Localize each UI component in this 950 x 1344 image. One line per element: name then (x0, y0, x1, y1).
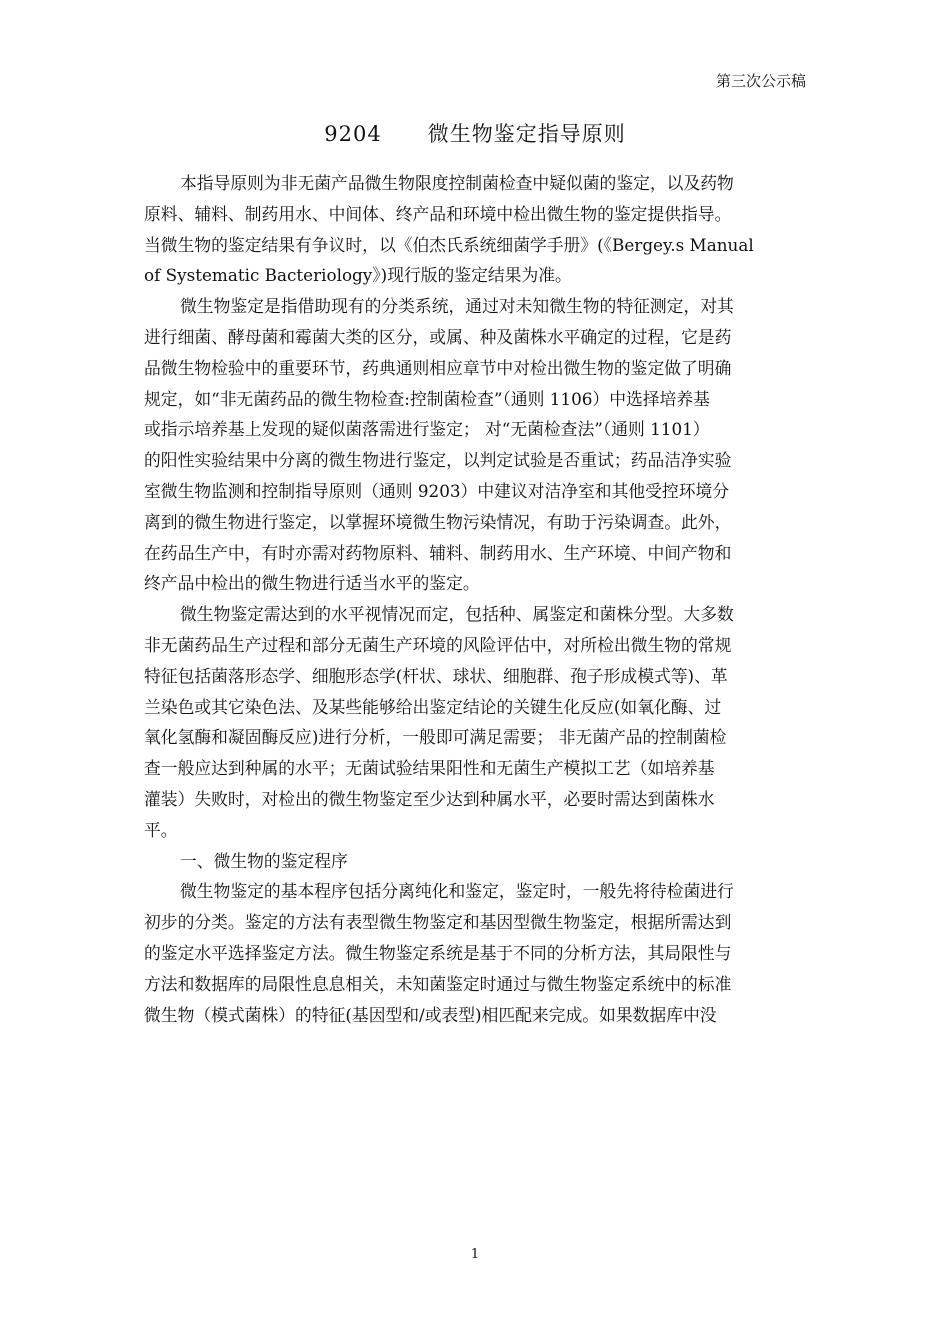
text-line: 微生物（模式菌株）的特征(基因型和/或表型)相匹配来完成。如果数据库中没 (144, 1004, 717, 1025)
text-line: 离到的微生物进行鉴定，以掌握环境微生物污染情况，有助于污染调查。此外， (144, 511, 732, 532)
text-line: 在药品生产中，有时亦需对药物原料、辅料、制药用水、生产环境、中间产物和 (144, 542, 732, 563)
text-line: 灌装）失败时，对检出的微生物鉴定至少达到种属水平，必要时需达到菌株水 (144, 788, 715, 809)
text-line: 规定，如“非无菌药品的微生物检查:控制菌检查”（通则 1106）中选择培养基 (144, 388, 710, 409)
text-line: 本指导原则为非无菌产品微生物限度控制菌检查中疑似菌的鉴定，以及药物 (180, 173, 734, 193)
title-number: 9204 (324, 122, 382, 146)
text-line: 品微生物检验中的重要环节，药典通则相应章节中对检出微生物的鉴定做了明确 (144, 357, 732, 378)
text-line: 氧化氢酶和凝固酶反应)进行分析，一般即可满足需要； 非无菌产品的控制菌检 (144, 727, 727, 748)
text-line: 特征包括菌落形态学、细胞形态学(杆状、球状、细胞群、孢子形成模式等)、革 (144, 665, 728, 686)
text-line: 进行细菌、酵母菌和霉菌大类的区分，或属、种及菌株水平确定的过程，它是药 (144, 326, 732, 347)
text-line: 室微生物监测和控制指导原则（通则 9203）中建议对洁净室和其他受控环境分 (144, 480, 730, 501)
text-line: 原料、辅料、制药用水、中间体、终产品和环境中检出微生物的鉴定提供指导。 (144, 203, 732, 224)
title-text: 微生物鉴定指导原则 (427, 122, 626, 146)
text-line: 终产品中检出的微生物进行适当水平的鉴定。 (144, 573, 480, 594)
text-line: 方法和数据库的局限性息息相关，未知菌鉴定时通过与微生物鉴定系统中的标准 (144, 973, 732, 994)
text-line: 的鉴定水平选择鉴定方法。微生物鉴定系统是基于不同的分析方法，其局限性与 (144, 942, 732, 963)
text-line: 兰染色或其它染色法、及某些能够给出鉴定结论的关键生化反应(如氧化酶、过 (144, 696, 722, 717)
draft-label: 第三次公示稿 (715, 72, 806, 90)
text-line: 微生物鉴定需达到的水平视情况而定，包括种、属鉴定和菌株分型。大多数 (180, 604, 734, 625)
page-title (0, 118, 950, 148)
text-line: 平。 (144, 819, 178, 840)
body-text (144, 168, 809, 1030)
text-line: 的阳性实验结果中分离的微生物进行鉴定，以判定试验是否重试；药品洁净实验 (144, 450, 732, 471)
text-line: 非无菌药品生产过程和部分无菌生产环境的风险评估中，对所检出微生物的常规 (144, 634, 732, 655)
text-line: 或指示培养基上发现的疑似菌落需进行鉴定； 对“无菌检查法”（通则 1101） (144, 419, 710, 440)
text-line: 微生物鉴定的基本程序包括分离纯化和鉴定，鉴定时，一般先将待检菌进行 (180, 881, 734, 902)
text-line: 查一般应达到种属的水平；无菌试验结果阳性和无菌生产模拟工艺（如培养基 (144, 758, 715, 779)
text-line: 当微生物的鉴定结果有争议时，以《伯杰氏系统细菌学手册》(《Bergey.s Manual (144, 234, 754, 255)
text-line: 初步的分类。鉴定的方法有表型微生物鉴定和基因型微生物鉴定，根据所需达到 (144, 912, 732, 933)
page-number: 1 (470, 1247, 480, 1262)
text-line: of Systematic Bacteriology》)现行版的鉴定结果为准。 (144, 265, 572, 286)
text-line: 微生物鉴定是指借助现有的分类系统，通过对未知微生物的特征测定，对其 (180, 296, 734, 317)
text-line: 一、微生物的鉴定程序 (180, 850, 348, 871)
